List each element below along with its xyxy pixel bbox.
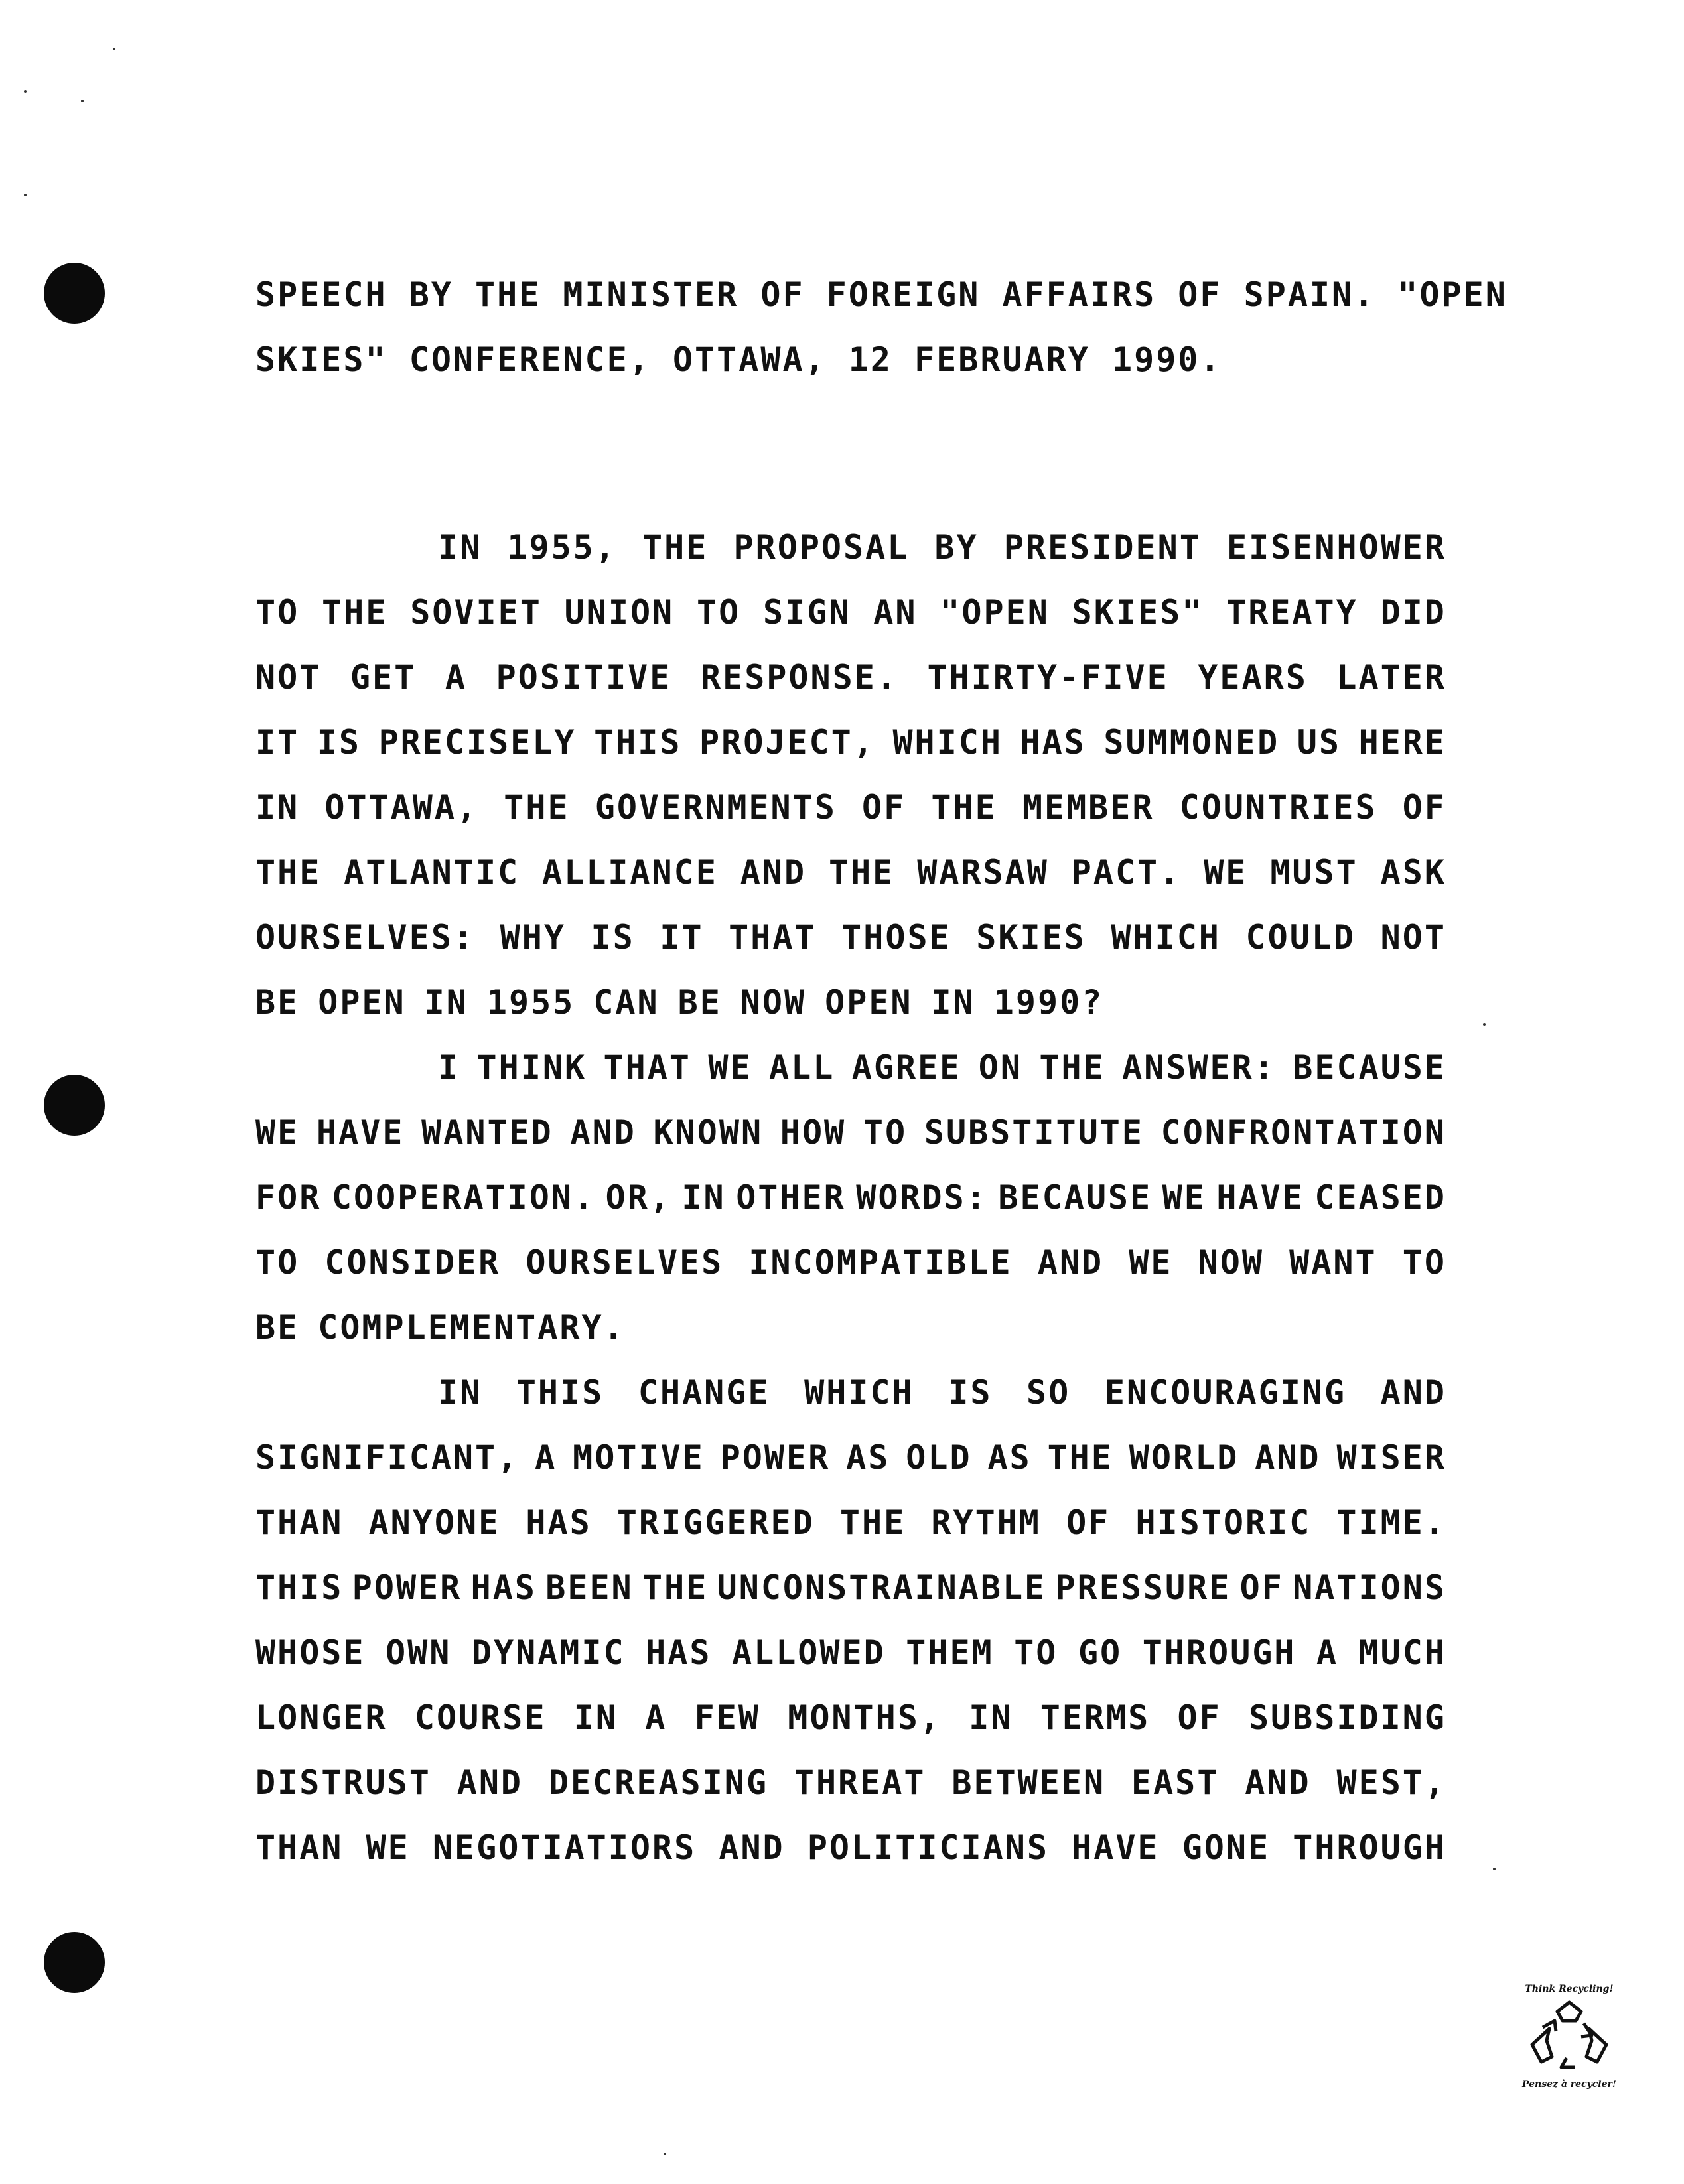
body-word: IN: [255, 788, 300, 827]
body-word: AND: [570, 1113, 636, 1152]
body-word: IN: [931, 983, 975, 1022]
body-word: WANT: [1289, 1243, 1377, 1282]
body-word: PRESIDENT: [1003, 528, 1202, 567]
body-word: WHICH: [1111, 918, 1221, 957]
body-word: WARSAW: [917, 853, 1049, 892]
body-word: BETWEEN: [951, 1763, 1106, 1802]
body-word: TO: [1014, 1633, 1058, 1672]
body-word: PROJECT,: [699, 723, 875, 762]
body-word: NOT: [1380, 918, 1446, 957]
body-word: NATIONS: [1293, 1568, 1446, 1607]
body-word: POWER: [720, 1438, 831, 1477]
body-word: THE: [504, 788, 570, 827]
body-word: ON: [978, 1048, 1022, 1087]
body-word: HAVE: [1072, 1828, 1160, 1867]
body-word: SKIES": [1072, 593, 1204, 632]
body-word: HAS: [1020, 723, 1086, 762]
body-line: [255, 1633, 1446, 1672]
body-word: HAS: [470, 1568, 537, 1607]
body-line: [438, 1373, 1446, 1412]
body-word: OF: [1066, 1503, 1111, 1542]
body-word: CONSIDER: [324, 1243, 501, 1282]
body-word: COURSE: [414, 1698, 547, 1737]
body-line: [438, 527, 1446, 567]
body-word: OF: [1239, 1568, 1284, 1607]
body-word: AGREE: [851, 1048, 962, 1087]
scan-speck: [1483, 1023, 1486, 1026]
body-word: OR,: [605, 1178, 671, 1217]
body-word: OPEN: [318, 983, 406, 1022]
body-word: UNCONSTRAINABLE: [717, 1568, 1047, 1607]
body-word: THEM: [906, 1633, 994, 1672]
body-word: THE: [1039, 1048, 1105, 1087]
body-word: POWER: [352, 1568, 462, 1607]
body-word: OF: [1177, 1698, 1222, 1737]
body-word: ENCOURAGING: [1104, 1373, 1347, 1412]
body-word: TO: [255, 1243, 300, 1282]
body-word: THE: [1047, 1438, 1113, 1477]
body-line: [255, 1568, 1446, 1607]
body-word: IN: [573, 1698, 618, 1737]
body-word: OWN: [386, 1633, 452, 1672]
body-word: KNOWN: [653, 1113, 764, 1152]
body-word: THROUGH: [1142, 1633, 1297, 1672]
body-word: SO: [1026, 1373, 1071, 1412]
body-word: OF: [862, 788, 906, 827]
body-word: PROPOSAL: [733, 528, 910, 567]
body-word: CHANGE: [638, 1373, 770, 1412]
body-word: WE: [366, 1828, 410, 1867]
body-word: SUBSTITUTE: [924, 1113, 1144, 1152]
body-word: AN: [873, 593, 918, 632]
body-line: [255, 918, 1446, 957]
recycle-icon: [1523, 1997, 1616, 2077]
body-word: EISENHOWER: [1226, 528, 1446, 567]
body-word: NOT: [255, 658, 322, 697]
body-word: ALL: [769, 1048, 835, 1087]
body-line: [255, 592, 1446, 632]
body-word: WHOSE: [255, 1633, 366, 1672]
recycle-logo: [1509, 1984, 1629, 2096]
body-word: IS: [948, 1373, 993, 1412]
body-word: AND: [1037, 1243, 1104, 1282]
punch-hole-top: [44, 263, 105, 324]
punch-hole-middle: [44, 1075, 105, 1136]
body-word: GOVERNMENTS: [595, 788, 837, 827]
body-word: SIGNIFICANT,: [255, 1438, 520, 1477]
body-word: AS: [987, 1438, 1032, 1477]
body-word: WHY: [500, 918, 566, 957]
body-word: ANYONE: [368, 1503, 501, 1542]
body-word: EAST: [1131, 1763, 1220, 1802]
body-word: IN: [424, 983, 468, 1022]
body-word: LONGER: [255, 1698, 387, 1737]
body-word: OPEN: [825, 983, 913, 1022]
body-word: TIME.: [1336, 1503, 1446, 1542]
body-word: IS: [591, 918, 635, 957]
scan-speck: [1493, 1868, 1496, 1870]
body-word: WE: [1129, 1243, 1173, 1282]
body-word: BE: [677, 983, 722, 1022]
body-word: HAVE: [316, 1113, 405, 1152]
body-word: HAVE: [1216, 1178, 1304, 1217]
body-word: CONFRONTATION: [1160, 1113, 1446, 1152]
body-word: AND: [740, 853, 807, 892]
body-word: THROUGH: [1293, 1828, 1446, 1867]
body-word: MEMBER: [1022, 788, 1155, 827]
body-word: THE: [828, 853, 895, 892]
body-word: GET: [350, 658, 417, 697]
body-word: RYTHM: [931, 1503, 1041, 1542]
body-word: IT: [660, 918, 704, 957]
body-word: DYNAMIC: [471, 1633, 626, 1672]
body-line: [255, 853, 1446, 892]
body-word: I: [438, 1048, 460, 1087]
body-word: OLD: [906, 1438, 972, 1477]
body-word: HERE: [1358, 723, 1446, 762]
body-word: WORDS:: [856, 1178, 988, 1217]
body-word: GONE: [1182, 1828, 1271, 1867]
body-word: WORLD: [1129, 1438, 1239, 1477]
body-word: A: [445, 658, 467, 697]
body-word: AND: [1245, 1763, 1311, 1802]
body-word: SKIES: [976, 918, 1086, 957]
body-word: TERMS: [1040, 1698, 1151, 1737]
body-word: COOPERATION.: [331, 1178, 596, 1217]
body-word: AS: [846, 1438, 890, 1477]
body-word: THE: [931, 788, 997, 827]
body-word: HAS: [526, 1503, 592, 1542]
body-word: COUNTRIES: [1179, 788, 1377, 827]
scan-speck: [24, 90, 27, 93]
body-word: NEGOTIATIORS: [432, 1828, 697, 1867]
body-word: THINK: [476, 1048, 587, 1087]
body-word: WE: [1162, 1178, 1206, 1217]
body-word: WE: [708, 1048, 752, 1087]
body-word: IN: [969, 1698, 1013, 1737]
body-word: THE: [642, 528, 709, 567]
body-word: 1955: [486, 983, 575, 1022]
body-word: ANSWER:: [1122, 1048, 1276, 1087]
body-word: ATLANTIC: [344, 853, 520, 892]
body-line: [255, 1828, 1446, 1868]
body-word: SUMMONED: [1103, 723, 1280, 762]
body-word: THE: [839, 1503, 906, 1542]
body-line: [255, 722, 1446, 762]
body-word: DECREASING: [548, 1763, 768, 1802]
body-word: IN: [681, 1178, 726, 1217]
body-word: TREATY: [1226, 593, 1358, 632]
body-word: THAN: [255, 1828, 344, 1867]
body-word: SIGN: [763, 593, 851, 632]
body-word: OURSELVES: [526, 1243, 724, 1282]
body-word: WANTED: [421, 1113, 553, 1152]
recycle-logo-top-text: Think Recycling!: [1525, 1984, 1614, 1994]
body-word: POLITICIANS: [807, 1828, 1049, 1867]
body-line: [255, 1503, 1446, 1542]
body-word: MUCH: [1358, 1633, 1446, 1672]
body-word: SOVIET: [410, 593, 542, 632]
body-word: NOW: [740, 983, 807, 1022]
body-word: MOTIVE: [573, 1438, 705, 1477]
punch-hole-bottom: [44, 1932, 105, 1993]
body-word: BECAUSE: [1293, 1048, 1446, 1087]
body-word: IN: [438, 1373, 482, 1412]
body-word: THAN: [255, 1503, 344, 1542]
body-word: BECAUSE: [998, 1178, 1153, 1217]
body-word: INCOMPATIBLE: [748, 1243, 1013, 1282]
body-line: [255, 1113, 1446, 1152]
body-word: A: [645, 1698, 667, 1737]
body-word: SUBSIDING: [1248, 1698, 1446, 1737]
body-word: TO: [1402, 1243, 1446, 1282]
body-word: 1990?: [993, 983, 1104, 1022]
scan-speck: [664, 2153, 666, 2155]
body-word: AND: [719, 1828, 785, 1867]
body-word: OURSELVES:: [255, 918, 476, 957]
document-heading: [255, 262, 1508, 392]
body-word: PACT.: [1071, 853, 1182, 892]
body-word: FOR: [255, 1178, 322, 1217]
body-word: OF: [1402, 788, 1446, 827]
body-word: BE: [255, 1308, 300, 1347]
body-word: THIS: [516, 1373, 604, 1412]
body-word: COULD: [1245, 918, 1356, 957]
body-word: IS: [316, 723, 361, 762]
body-word: ALLOWED: [731, 1633, 886, 1672]
body-word: THIRTY-FIVE: [927, 658, 1169, 697]
body-line: [255, 1438, 1446, 1477]
body-word: ASK: [1380, 853, 1446, 892]
body-line: [255, 1178, 1446, 1217]
body-word: BE: [255, 983, 300, 1022]
body-word: BY: [934, 528, 979, 567]
body-word: 1955,: [507, 528, 617, 567]
scan-speck: [113, 48, 115, 50]
body-line: [255, 1243, 1446, 1282]
body-word: WE: [1204, 853, 1248, 892]
body-word: US: [1297, 723, 1341, 762]
body-line: [255, 657, 1446, 697]
body-word: THAT: [603, 1048, 691, 1087]
body-word: WHICH: [804, 1373, 914, 1412]
body-word: HISTORIC: [1135, 1503, 1312, 1542]
body-word: WEST,: [1336, 1763, 1446, 1802]
body-word: THE: [642, 1568, 709, 1607]
body-word: LATER: [1336, 658, 1446, 697]
body-word: IT: [255, 723, 300, 762]
body-word: IN: [438, 528, 482, 567]
body-word: POSITIVE: [496, 658, 672, 697]
body-word: HAS: [646, 1633, 712, 1672]
body-word: THE: [255, 853, 322, 892]
body-word: YEARS: [1198, 658, 1308, 697]
body-word: OTHER: [736, 1178, 846, 1217]
body-word: COMPLEMENTARY.: [318, 1308, 626, 1347]
body-word: PRECISELY: [378, 723, 577, 762]
body-word: PRESSURE: [1055, 1568, 1231, 1607]
body-word: TRIGGERED: [616, 1503, 815, 1542]
body-word: FEW: [694, 1698, 760, 1737]
body-word: WISER: [1336, 1438, 1446, 1477]
body-word: WHICH: [892, 723, 1003, 762]
body-word: TO: [696, 593, 741, 632]
body-word: ALLIANCE: [541, 853, 718, 892]
scan-speck: [81, 100, 84, 102]
body-line: [255, 787, 1446, 827]
body-word: CEASED: [1314, 1178, 1446, 1217]
body-line: [255, 1308, 1446, 1347]
body-word: THIS: [255, 1568, 344, 1607]
body-word: UNION: [564, 593, 675, 632]
body-word: GO: [1078, 1633, 1123, 1672]
body-word: AND: [1380, 1373, 1446, 1412]
body-word: CAN: [593, 983, 660, 1022]
heading-line-1: SPEECH BY THE MINISTER OF FOREIGN AFFAIRS OF SPAIN. "OPEN: [255, 275, 1508, 314]
body-word: MONTHS,: [788, 1698, 942, 1737]
body-word: DISTRUST: [255, 1763, 431, 1802]
body-word: THAT: [729, 918, 817, 957]
body-line: [255, 1698, 1446, 1738]
body-word: THE: [322, 593, 388, 632]
body-word: TO: [255, 593, 300, 632]
scan-speck: [24, 194, 27, 196]
body-word: HOW: [780, 1113, 847, 1152]
body-word: BEEN: [545, 1568, 634, 1607]
body-word: A: [535, 1438, 557, 1477]
body-word: THREAT: [794, 1763, 926, 1802]
body-word: RESPONSE.: [701, 658, 898, 697]
body-word: THIS: [594, 723, 682, 762]
body-word: NOW: [1198, 1243, 1264, 1282]
body-line: [255, 983, 1446, 1022]
body-word: "OPEN: [940, 593, 1050, 632]
body-word: MUST: [1270, 853, 1358, 892]
body-word: WE: [255, 1113, 300, 1152]
body-word: AND: [1255, 1438, 1321, 1477]
heading-line-2: SKIES" CONFERENCE, OTTAWA, 12 FEBRUARY 1990.: [255, 340, 1222, 379]
body-word: A: [1316, 1633, 1339, 1672]
body-word: OTTAWA,: [324, 788, 479, 827]
body-word: THOSE: [841, 918, 951, 957]
body-word: DID: [1380, 593, 1446, 632]
recycle-logo-bottom-text: Pensez à recycler!: [1521, 2079, 1616, 2090]
body-line: [438, 1048, 1446, 1087]
body-word: TO: [863, 1113, 908, 1152]
body-line: [255, 1763, 1446, 1803]
body-word: AND: [456, 1763, 524, 1802]
